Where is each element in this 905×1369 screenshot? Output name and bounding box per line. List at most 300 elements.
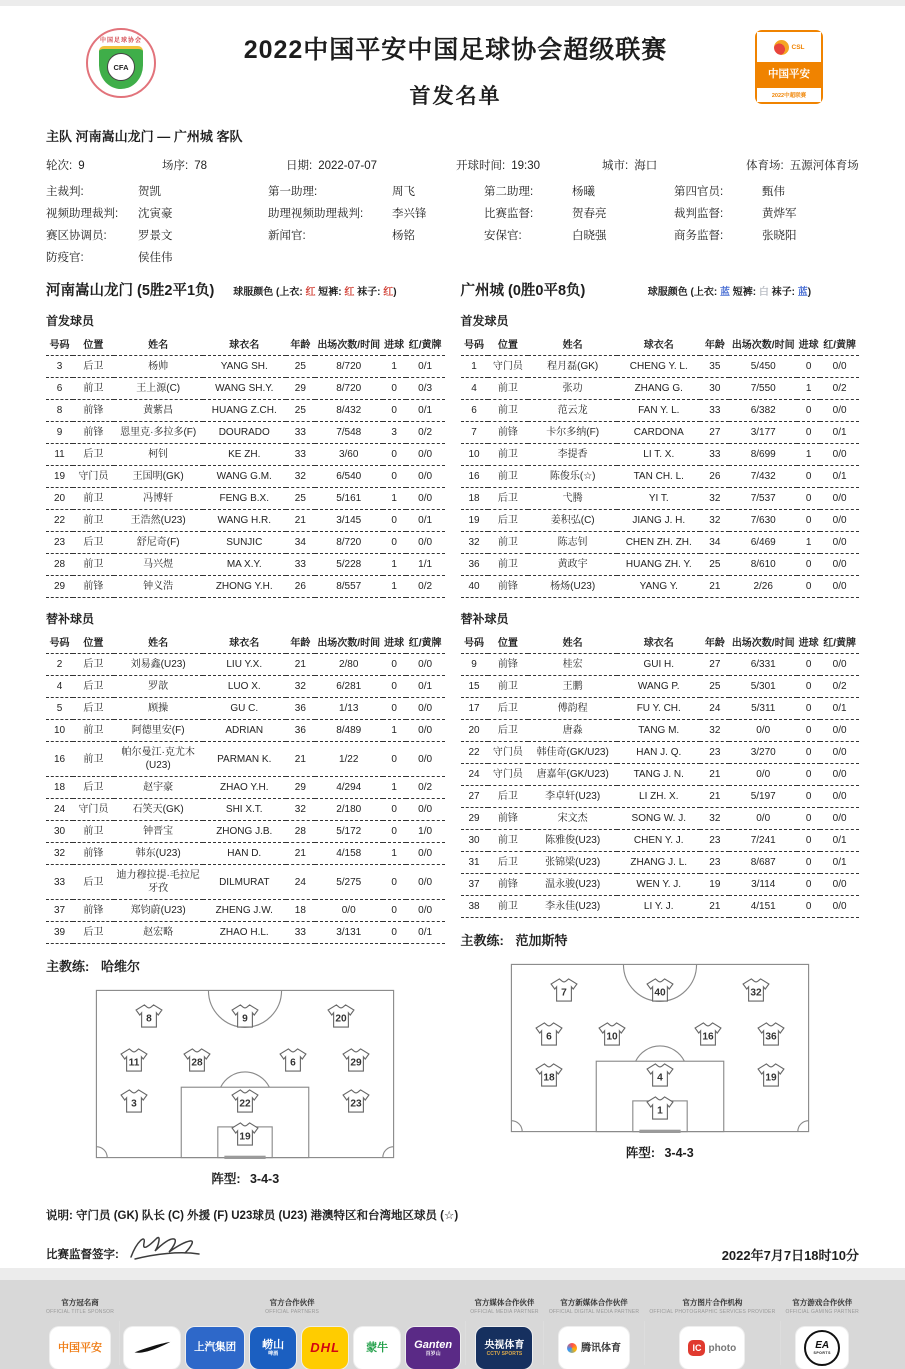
player-shirt-6 <box>535 1022 563 1046</box>
formation-line-away <box>461 1143 860 1161</box>
ea-text: EA <box>815 1340 830 1351</box>
player-jersey-name: GU C. <box>203 698 286 720</box>
sponsor-logo-text: 中国平安 <box>58 1341 103 1354</box>
player-name: 桂宏 <box>528 654 617 676</box>
player-apps-minutes: 7/432 <box>729 466 797 488</box>
player-number: 9 <box>461 654 488 676</box>
player-age: 25 <box>286 488 315 510</box>
icphoto-word: photo <box>708 1342 737 1354</box>
sponsor-logo-mengniu <box>354 1327 400 1369</box>
player-number: 37 <box>461 874 488 896</box>
player-cards: 0/1 <box>406 356 445 378</box>
player-jersey-name: YANG SH. <box>203 356 286 378</box>
player-number: 9 <box>46 422 73 444</box>
player-goals: 0 <box>797 466 820 488</box>
player-name: 黄紫昌 <box>114 400 203 422</box>
player-jersey-name: PARMAN K. <box>203 742 286 777</box>
cfa-ball-text: CFA <box>113 62 129 72</box>
shirt-icon <box>120 1089 148 1113</box>
official-name: 杨曦 <box>572 186 595 198</box>
player-name: 帕尔曼江·克尤木(U23) <box>114 742 203 777</box>
player-cards: 0/0 <box>406 799 445 821</box>
sponsor-logos <box>796 1327 848 1369</box>
roster-header-row <box>46 334 445 356</box>
official-name: 贺凯 <box>138 186 161 198</box>
player-name: 李提香 <box>528 444 617 466</box>
coach-line-away <box>461 930 860 949</box>
player-age: 33 <box>286 422 315 444</box>
player-cards: 0/1 <box>820 466 859 488</box>
player-jersey-name: ZHONG Y.H. <box>203 576 286 598</box>
player-row <box>46 422 445 444</box>
sponsor-group <box>786 1297 859 1369</box>
official-name: 周飞 <box>392 186 415 198</box>
player-cards: 0/0 <box>820 554 859 576</box>
match-info-row <box>46 157 859 173</box>
player-age: 21 <box>286 510 315 532</box>
player-position: 前卫 <box>488 830 529 852</box>
shirt-icon <box>742 978 770 1002</box>
player-row <box>461 356 860 378</box>
player-position: 守门员 <box>488 356 529 378</box>
svg-text:6: 6 <box>545 1031 552 1043</box>
player-row <box>461 466 860 488</box>
player-cards: 0/0 <box>820 896 859 918</box>
official-name: 黄烨军 <box>762 208 797 220</box>
shirt-icon <box>757 1063 785 1087</box>
player-age: 21 <box>286 654 315 676</box>
player-name: 赵宏略 <box>114 922 203 944</box>
sponsor-logo-text: 腾讯体育 <box>567 1343 621 1354</box>
player-position: 前卫 <box>73 378 114 400</box>
kit-socks-label: 袜子: <box>354 287 384 298</box>
official-role: 第二助理: <box>484 186 534 198</box>
sponsor-group <box>549 1297 639 1369</box>
player-age: 21 <box>700 786 729 808</box>
player-name: 程月磊(GK) <box>528 356 617 378</box>
player-age: 32 <box>286 466 315 488</box>
player-position: 后卫 <box>73 654 114 676</box>
sponsor-group-subtitle: OFFICIAL GAMING PARTNER <box>785 1309 859 1315</box>
official-name: 白晓强 <box>572 230 607 242</box>
player-name: 石笑天(GK) <box>114 799 203 821</box>
player-goals: 0 <box>383 900 406 922</box>
player-jersey-name: FAN Y. L. <box>617 400 700 422</box>
player-apps-minutes: 4/151 <box>729 896 797 918</box>
player-cards: 0/0 <box>406 843 445 865</box>
kit-colors-home <box>233 283 396 298</box>
player-position: 守门员 <box>73 466 114 488</box>
player-apps-minutes: 2/80 <box>315 654 383 676</box>
shirt-icon <box>327 1004 355 1028</box>
svg-text:18: 18 <box>543 1072 555 1084</box>
supervisor-signature <box>123 1229 207 1267</box>
csl-logo-icon <box>757 32 821 62</box>
player-name: 顾操 <box>114 698 203 720</box>
player-row <box>461 532 860 554</box>
sponsor-logo-text: 上汽集团 <box>194 1341 237 1354</box>
player-number: 19 <box>46 466 73 488</box>
player-goals: 1 <box>383 720 406 742</box>
player-shirt-8 <box>135 1004 163 1028</box>
player-position: 前锋 <box>73 576 114 598</box>
player-apps-minutes: 8/557 <box>315 576 383 598</box>
column-header: 红/黄牌 <box>820 334 859 356</box>
official-item <box>674 227 859 243</box>
player-number: 1 <box>461 356 488 378</box>
player-row <box>461 654 860 676</box>
player-age: 24 <box>286 865 315 900</box>
player-goals: 0 <box>383 865 406 900</box>
player-number: 2 <box>46 654 73 676</box>
formation-pitch-home <box>95 989 395 1159</box>
player-age: 23 <box>700 830 729 852</box>
player-position: 后卫 <box>488 510 529 532</box>
player-goals: 0 <box>383 466 406 488</box>
player-number: 6 <box>461 400 488 422</box>
player-position: 前锋 <box>488 576 529 598</box>
player-jersey-name: WANG G.M. <box>203 466 286 488</box>
match-info-item <box>46 157 162 173</box>
player-number: 22 <box>461 742 488 764</box>
kit-socks-label: 袜子: <box>768 287 798 298</box>
subs-table-away <box>461 632 860 918</box>
player-name: 冯博轩 <box>114 488 203 510</box>
player-row <box>46 488 445 510</box>
player-position: 后卫 <box>73 777 114 799</box>
sponsor-logo-subtext: 百岁山 <box>425 1351 441 1358</box>
player-number: 27 <box>461 786 488 808</box>
player-name: 陈俊乐(☆) <box>528 466 617 488</box>
player-goals: 0 <box>797 400 820 422</box>
svg-text:36: 36 <box>765 1031 777 1043</box>
player-name: 张功 <box>528 378 617 400</box>
player-row <box>46 676 445 698</box>
player-row <box>46 799 445 821</box>
kit-intro: 球服颜色 (上衣: <box>647 287 720 298</box>
svg-text:32: 32 <box>750 987 762 999</box>
svg-text:22: 22 <box>239 1098 251 1110</box>
sponsor-separator <box>543 1321 544 1365</box>
player-row <box>46 922 445 944</box>
player-apps-minutes: 5/450 <box>729 356 797 378</box>
player-jersey-name: TAN CH. L. <box>617 466 700 488</box>
match-info-item <box>286 157 456 173</box>
player-apps-minutes: 3/60 <box>315 444 383 466</box>
player-shirt-20 <box>327 1004 355 1028</box>
column-header: 位置 <box>73 334 114 356</box>
csl-badge <box>755 30 823 104</box>
player-cards: 0/0 <box>406 900 445 922</box>
formation-value: 3-4-3 <box>664 1146 694 1160</box>
player-name: 范云龙 <box>528 400 617 422</box>
player-number: 28 <box>46 554 73 576</box>
subs-title-home: 替补球员 <box>46 612 95 626</box>
player-name: 陈志钊 <box>528 532 617 554</box>
cfa-association-text: 中国足球协会 <box>99 38 142 44</box>
player-name: 郑钧蔚(U23) <box>114 900 203 922</box>
player-cards: 0/2 <box>406 777 445 799</box>
player-jersey-name: TANG M. <box>617 720 700 742</box>
player-age: 21 <box>700 576 729 598</box>
player-row <box>461 764 860 786</box>
player-position: 前卫 <box>488 896 529 918</box>
player-goals: 0 <box>797 852 820 874</box>
formation-label: 阵型: <box>625 1146 655 1160</box>
player-position: 守门员 <box>488 764 529 786</box>
official-item <box>484 183 674 199</box>
player-shirt-9 <box>231 1004 259 1028</box>
official-name: 沈寅豪 <box>138 208 173 220</box>
player-position: 前锋 <box>488 874 529 896</box>
player-age: 32 <box>700 808 729 830</box>
player-position: 前卫 <box>73 510 114 532</box>
kit-shorts-color: 白 <box>758 287 769 298</box>
player-name: 姜积弘(C) <box>528 510 617 532</box>
sponsor-logos <box>680 1327 744 1369</box>
player-name: 唐淼 <box>528 720 617 742</box>
shirt-icon <box>231 1089 259 1113</box>
player-shirt-28 <box>183 1048 211 1072</box>
official-item <box>46 227 268 243</box>
signature-row <box>46 1241 859 1267</box>
player-number: 10 <box>461 444 488 466</box>
shirt-icon <box>120 1048 148 1072</box>
team-header-away <box>461 279 860 300</box>
column-header: 姓名 <box>114 334 203 356</box>
teams-line: 主队 河南嵩山龙门 — 广州城 客队 <box>46 129 243 144</box>
player-jersey-name: WEN Y. J. <box>617 874 700 896</box>
player-number: 29 <box>46 576 73 598</box>
cfa-ball-icon <box>107 53 135 81</box>
player-jersey-name: CHEN ZH. ZH. <box>617 532 700 554</box>
team-name-away <box>461 279 648 300</box>
player-cards: 0/0 <box>820 808 859 830</box>
player-goals: 0 <box>797 676 820 698</box>
player-name: 王鹏 <box>528 676 617 698</box>
player-apps-minutes: 1/22 <box>315 742 383 777</box>
sponsor-group-header <box>549 1297 639 1319</box>
roster-header-row <box>461 632 860 654</box>
player-age: 25 <box>700 554 729 576</box>
sponsor-logo-text: 崂山 <box>262 1338 285 1351</box>
player-apps-minutes: 5/275 <box>315 865 383 900</box>
player-cards: 0/0 <box>820 576 859 598</box>
player-shirt-36 <box>757 1022 785 1046</box>
player-position: 前锋 <box>488 422 529 444</box>
player-age: 33 <box>286 554 315 576</box>
official-role: 助理视频助理裁判: <box>268 208 364 220</box>
column-header: 出场次数/时间 <box>315 334 383 356</box>
sponsor-group-subtitle: OFFICIAL PHOTOGRAPHIC SERVICES PROVIDER <box>649 1309 776 1315</box>
player-apps-minutes: 5/197 <box>729 786 797 808</box>
sponsor-group-title: 官方媒体合作伙伴 <box>474 1298 535 1307</box>
player-row <box>461 786 860 808</box>
player-goals: 0 <box>797 786 820 808</box>
player-apps-minutes: 5/161 <box>315 488 383 510</box>
official-name: 李兴锋 <box>392 208 427 220</box>
player-goals: 0 <box>383 799 406 821</box>
roster-header-row <box>46 632 445 654</box>
player-age: 32 <box>286 676 315 698</box>
shirt-icon <box>757 1022 785 1046</box>
player-number: 39 <box>46 922 73 944</box>
svg-text:7: 7 <box>560 987 567 999</box>
official-role: 第一助理: <box>268 186 318 198</box>
player-name: 赵宇豪 <box>114 777 203 799</box>
player-position: 守门员 <box>73 799 114 821</box>
player-number: 24 <box>46 799 73 821</box>
player-name: 刘易鑫(U23) <box>114 654 203 676</box>
player-jersey-name: SONG W. J. <box>617 808 700 830</box>
player-jersey-name: JIANG J. H. <box>617 510 700 532</box>
player-apps-minutes: 3/131 <box>315 922 383 944</box>
svg-text:28: 28 <box>191 1057 203 1069</box>
player-jersey-name: YI T. <box>617 488 700 510</box>
player-goals: 0 <box>797 896 820 918</box>
info-label: 体育场: <box>746 160 784 172</box>
player-jersey-name: WANG SH.Y. <box>203 378 286 400</box>
player-cards: 0/3 <box>406 378 445 400</box>
player-age: 28 <box>286 821 315 843</box>
sponsor-logo-icphoto <box>680 1327 744 1369</box>
column-header: 球衣名 <box>617 334 700 356</box>
official-item <box>268 227 484 243</box>
player-age: 21 <box>286 742 315 777</box>
player-goals: 0 <box>797 698 820 720</box>
player-jersey-name: HAN J. Q. <box>617 742 700 764</box>
player-name: 柯钊 <box>114 444 203 466</box>
title-block <box>156 28 755 110</box>
player-number: 32 <box>461 532 488 554</box>
coach-name: 哈维尔 <box>100 959 140 974</box>
info-label: 轮次: <box>46 160 73 172</box>
player-cards: 0/0 <box>406 742 445 777</box>
player-shirt-11 <box>120 1048 148 1072</box>
player-number: 16 <box>461 466 488 488</box>
player-goals: 0 <box>797 742 820 764</box>
player-row <box>461 510 860 532</box>
player-shirt-18 <box>535 1063 563 1087</box>
player-jersey-name: TANG J. N. <box>617 764 700 786</box>
svg-text:8: 8 <box>146 1013 153 1025</box>
svg-text:4: 4 <box>656 1072 663 1084</box>
player-jersey-name: DILMURAT <box>203 865 286 900</box>
sponsor-group <box>649 1297 775 1369</box>
player-name: 李卓轩(U23) <box>528 786 617 808</box>
official-item <box>46 205 268 221</box>
player-cards: 0/0 <box>406 698 445 720</box>
player-name: 阿德里安(F) <box>114 720 203 742</box>
player-name: 韩东(U23) <box>114 843 203 865</box>
column-header: 红/黄牌 <box>406 632 445 654</box>
player-row <box>46 532 445 554</box>
player-jersey-name: ZHANG J. L. <box>617 852 700 874</box>
player-apps-minutes: 0/0 <box>729 764 797 786</box>
player-jersey-name: DOURADO <box>203 422 286 444</box>
official-name: 侯佳伟 <box>138 252 173 264</box>
svg-text:3: 3 <box>131 1098 138 1110</box>
player-shirt-4 <box>646 1063 674 1087</box>
shirt-icon <box>135 1004 163 1028</box>
player-jersey-name: LI Y. J. <box>617 896 700 918</box>
player-goals: 0 <box>383 676 406 698</box>
player-age: 25 <box>700 676 729 698</box>
player-row <box>46 554 445 576</box>
player-cards: 0/0 <box>406 532 445 554</box>
player-name: 钟义浩 <box>114 576 203 598</box>
column-header: 进球 <box>383 334 406 356</box>
player-position: 前卫 <box>488 400 529 422</box>
player-cards: 0/2 <box>820 378 859 400</box>
player-row <box>461 720 860 742</box>
player-goals: 0 <box>797 356 820 378</box>
player-apps-minutes: 8/687 <box>729 852 797 874</box>
player-age: 32 <box>700 720 729 742</box>
player-age: 18 <box>286 900 315 922</box>
player-name: 马兴煜 <box>114 554 203 576</box>
player-name: 恩里克·多拉多(F) <box>114 422 203 444</box>
column-header: 姓名 <box>114 632 203 654</box>
player-goals: 1 <box>383 777 406 799</box>
sponsor-group <box>124 1297 460 1369</box>
official-item <box>46 249 268 265</box>
player-name: 黄政宇 <box>528 554 617 576</box>
player-age: 33 <box>700 400 729 422</box>
player-row <box>46 821 445 843</box>
player-shirt-40 <box>646 978 674 1002</box>
player-name: 宋文杰 <box>528 808 617 830</box>
player-goals: 0 <box>383 400 406 422</box>
player-goals: 0 <box>383 532 406 554</box>
player-row <box>461 676 860 698</box>
player-jersey-name: LI ZH. X. <box>617 786 700 808</box>
player-apps-minutes: 5/311 <box>729 698 797 720</box>
svg-text:6: 6 <box>290 1057 297 1069</box>
legend-notes: 说明: 守门员 (GK) 队长 (C) 外援 (F) U23球员 (U23) 港澳特区和台湾地区球员 (☆) <box>46 1210 459 1222</box>
player-apps-minutes: 5/228 <box>315 554 383 576</box>
shirt-icon <box>231 1122 259 1146</box>
player-shirt-23 <box>342 1089 370 1113</box>
player-row <box>46 654 445 676</box>
player-cards: 0/0 <box>820 400 859 422</box>
player-position: 前卫 <box>488 466 529 488</box>
official-name: 罗景文 <box>138 230 173 242</box>
column-header: 号码 <box>46 334 73 356</box>
player-goals: 0 <box>797 808 820 830</box>
player-position: 前卫 <box>488 676 529 698</box>
player-goals: 0 <box>797 576 820 598</box>
player-name: 韩佳奇(GK/U23) <box>528 742 617 764</box>
player-goals: 1 <box>383 576 406 598</box>
player-name: 唐嘉年(GK/U23) <box>528 764 617 786</box>
team-panels <box>46 279 859 1187</box>
official-name: 贺春亮 <box>572 208 607 220</box>
svg-text:1: 1 <box>656 1105 663 1117</box>
sponsor-logo-subtext: CCTV SPORTS <box>486 1350 523 1357</box>
player-name: 陈雅俊(U23) <box>528 830 617 852</box>
player-goals: 0 <box>383 444 406 466</box>
player-cards: 1/0 <box>406 821 445 843</box>
player-row <box>461 488 860 510</box>
sponsor-logos <box>476 1327 532 1369</box>
official-role: 防疫官: <box>46 252 84 264</box>
player-name: 傅韵程 <box>528 698 617 720</box>
player-position: 前卫 <box>73 488 114 510</box>
player-row <box>461 444 860 466</box>
team-record: (5胜2平1负) <box>137 283 215 299</box>
csl-flame-icon <box>774 40 789 55</box>
